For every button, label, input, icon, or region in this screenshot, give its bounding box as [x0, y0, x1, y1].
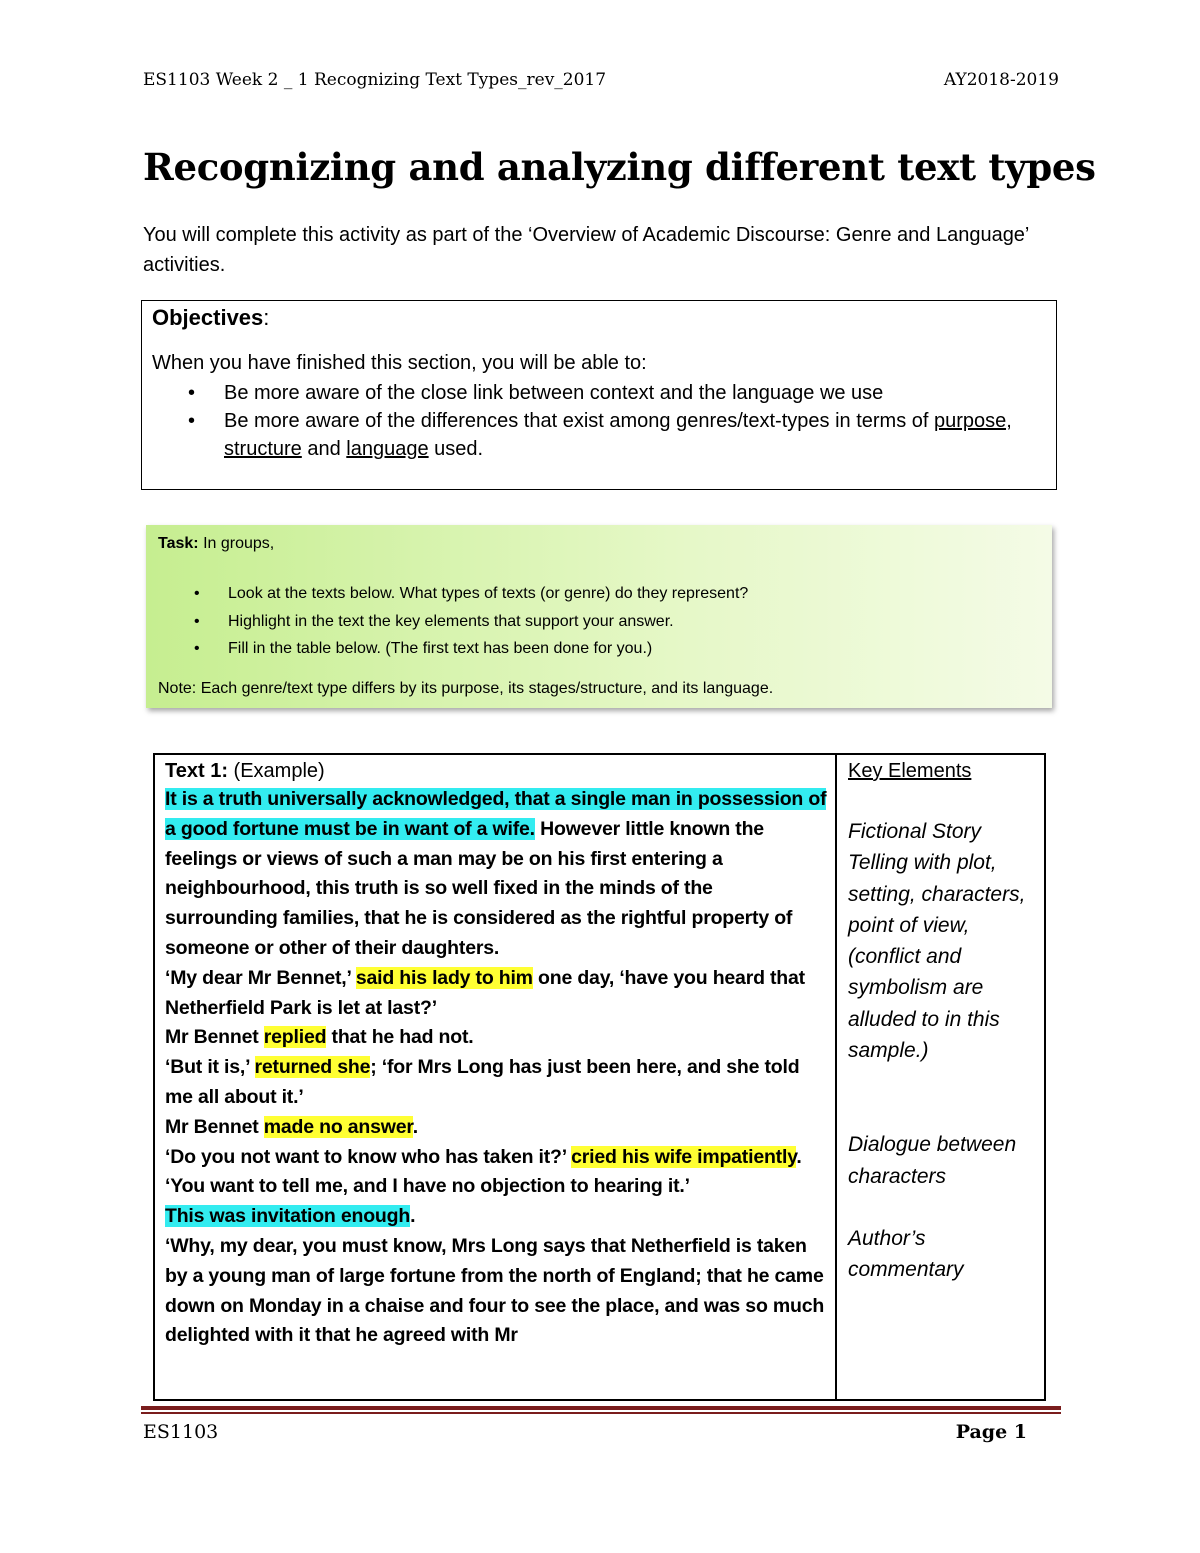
keyword-language: language	[346, 438, 429, 460]
passage-text: ‘Why, my dear, you must know, Mrs Long says that Netherfield is taken by a young man of large fortune from the north of England; that he came down on Monday in a chaise and four to see the place, and was so much delighted with it that he agreed with Mr	[165, 1234, 825, 1347]
task-list	[158, 580, 748, 663]
objectives-lead: When you have finished this section, you will be able to:	[152, 352, 647, 374]
highlight-yellow: replied	[263, 1026, 327, 1049]
example-passage	[165, 785, 829, 1351]
task-note: Note: Each genre/text type differs by its purpose, its stages/structure, and its language.	[158, 680, 774, 697]
footer-rule-thin	[141, 1412, 1061, 1414]
highlight-yellow: made no answer	[263, 1115, 413, 1138]
page-title: Recognizing and analyzing different text types	[143, 145, 1096, 189]
footer-course-code: ES1103	[143, 1421, 219, 1443]
text-cell	[165, 757, 829, 1351]
bullet-icon: •	[188, 410, 196, 432]
footer-rule	[141, 1406, 1061, 1410]
example-table	[153, 753, 1046, 1401]
passage-text: .	[410, 1205, 416, 1228]
text-cell-heading	[165, 757, 829, 785]
list-item	[152, 407, 1032, 463]
highlight-yellow: returned she	[254, 1056, 371, 1079]
keyword-purpose: purpose,	[933, 410, 1012, 432]
key-note-fiction: Fictional Story Telling with plot, setting, characters, point of view, (conflict and symbolism are alluded to in this sample.)	[848, 820, 1026, 1063]
objective-text: used.	[428, 438, 484, 460]
highlight-yellow: said his lady to him	[355, 966, 533, 989]
bullet-icon: •	[194, 585, 200, 602]
table-column-divider	[835, 755, 837, 1399]
objectives-title: Objectives	[152, 305, 264, 330]
text-label: Text 1:	[165, 760, 228, 782]
task-heading	[158, 535, 274, 553]
task-label: Task:	[158, 535, 199, 552]
objectives-title-colon: :	[263, 305, 270, 330]
objective-text: Be more aware of the close link between context and the language we use	[224, 382, 884, 404]
passage-text: ; ‘for Mrs Long has just been here, and she told me all about it.’	[165, 1056, 800, 1108]
bullet-icon: •	[194, 612, 200, 630]
passage-text: one day, ‘have you heard that Netherfield Park is let at last?’	[165, 966, 805, 1019]
list-item	[158, 580, 748, 608]
objectives-box	[141, 300, 1057, 490]
list-item	[158, 635, 748, 663]
passage-text: ‘Do you not want to know who has taken it?’	[165, 1145, 572, 1168]
passage-text: ‘But it is,’	[165, 1056, 255, 1079]
key-note-dialogue: Dialogue between characters	[848, 1133, 1017, 1188]
key-elements-heading: Key Elements	[848, 760, 972, 782]
highlight-cyan: This was invitation enough	[165, 1205, 411, 1228]
keyword-structure: structure	[224, 438, 302, 460]
objectives-list	[152, 379, 1032, 463]
text-label-suffix: (Example)	[227, 760, 325, 782]
passage-text: However little known the feelings or views of such a man may be on his first entering a neighbourhood, this truth is so well fixed in the minds of the surrounding families, that he is considered as the rightful property of someone or other of their daughters.	[165, 817, 793, 959]
task-lead: In groups,	[203, 535, 275, 552]
bullet-icon: •	[194, 640, 200, 657]
passage-text: that he had not.	[326, 1026, 474, 1049]
passage-text: ‘My dear Mr Bennet,’	[165, 966, 356, 989]
key-elements-cell	[848, 757, 1038, 1286]
list-item	[152, 379, 1032, 407]
passage-text: Mr Bennet	[165, 1026, 264, 1049]
objective-text: and	[301, 438, 347, 460]
running-header-right: AY2018-2019	[943, 70, 1059, 90]
bullet-icon: •	[188, 382, 196, 404]
running-header-left: ES1103 Week 2 _ 1 Recognizing Text Types_rev_2017	[143, 70, 607, 90]
task-item-text: Fill in the table below. (The first text has been done for you.)	[228, 640, 653, 657]
highlight-yellow: cried his wife impatiently	[571, 1145, 797, 1168]
task-item-text: Look at the texts below. What types of texts (or genre) do they represent?	[228, 585, 749, 602]
passage-text: .	[796, 1145, 802, 1168]
objectives-heading	[152, 305, 269, 331]
list-item	[158, 608, 748, 636]
objective-text: Be more aware of the differences that exist among genres/text-types in terms of	[224, 410, 934, 432]
key-note-commentary: Author’s commentary	[848, 1226, 964, 1282]
passage-text: Mr Bennet	[165, 1115, 264, 1138]
passage-text: ‘You want to tell me, and I have no objection to hearing it.’	[165, 1175, 690, 1198]
task-box	[146, 525, 1052, 708]
task-item-text: Highlight in the text the key elements that support your answer.	[228, 612, 674, 630]
footer-page-number: Page 1	[955, 1421, 1027, 1443]
highlight-cyan: It is a truth universally acknowledged, that a single man in possession of a good fortune must be in want of a wife.	[165, 788, 827, 840]
passage-text: .	[412, 1115, 418, 1138]
intro-paragraph: You will complete this activity as part of the ‘Overview of Academic Discourse: Genre and Language’ activities.	[143, 224, 1029, 276]
